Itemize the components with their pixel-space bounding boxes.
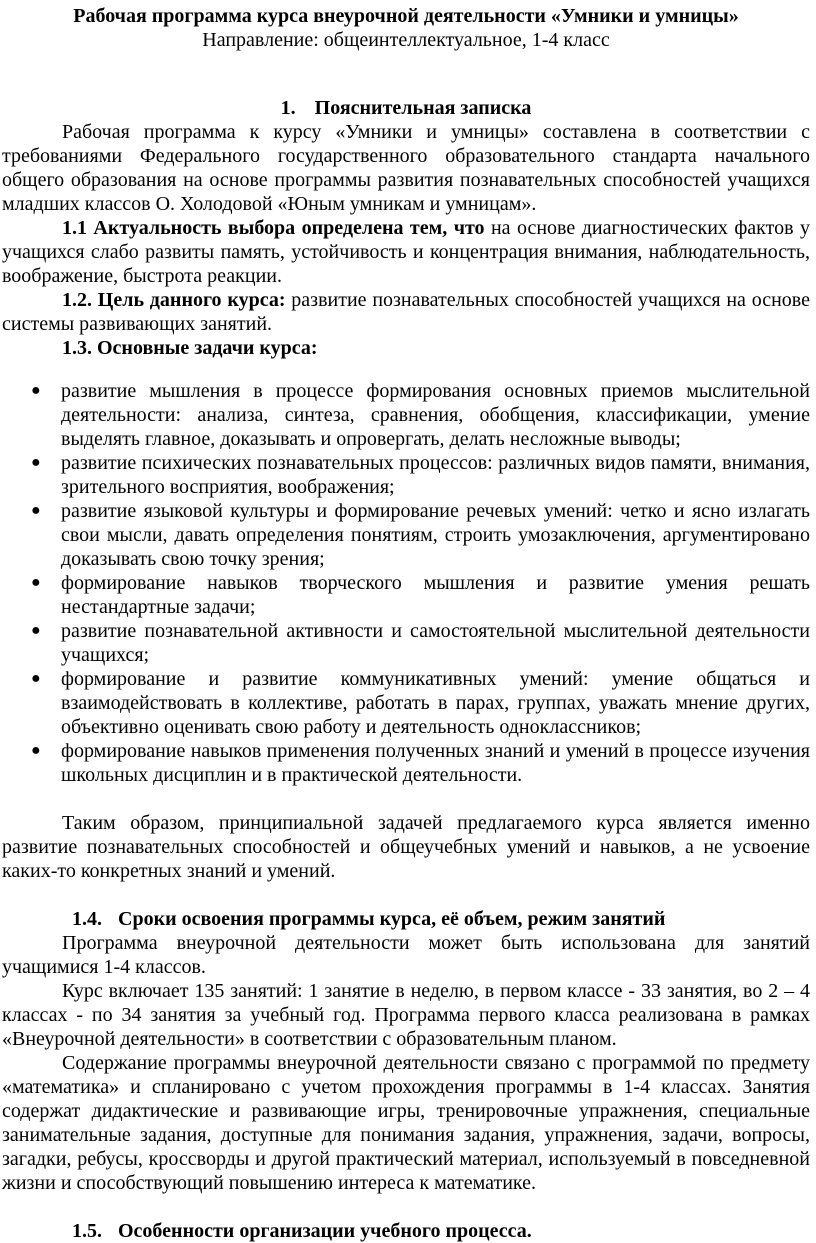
bullet-icon: ●: [31, 502, 41, 519]
list-item: [2, 379, 810, 451]
task-text: развитие познавательной активности и самостоятельной мыслительной деятельности учащихся;: [61, 620, 810, 666]
bullet-icon: ●: [31, 574, 41, 591]
section-1-number: 1.: [280, 97, 296, 119]
tasks-list: [2, 379, 810, 787]
list-item: [2, 619, 810, 667]
section-1-5-title: Особенности организации учебного процесса.: [118, 1220, 532, 1242]
bullet-icon: ●: [31, 382, 41, 399]
task-text: развитие языковой культуры и формирование речевых умений: четко и ясно излагать свои мысли, давать определения понятиям, строить умозаключения, аргументировано доказывать свою точку зрения;: [61, 500, 810, 570]
course-volume-paragraph: Курс включает 135 занятий: 1 занятие в неделю, в первом классе - 33 занятия, во 2 – 4 классах - по 34 занятия за учебный год. Программа первого класса реализована в рамках «Внеурочной деятельности» в соответствии с образовательным планом.: [2, 980, 810, 1050]
task-text: формирование навыков применения полученных знаний и умений в процессе изучения школьных дисциплин и в практической деятельности.: [61, 740, 810, 786]
section-1-5-heading: [2, 1219, 810, 1243]
section-1-heading: [2, 96, 810, 120]
bullet-icon: ●: [31, 622, 41, 639]
task-text: развитие мышления в процессе формирования основных приемов мыслительной деятельности: анализа, синтеза, сравнения, обобщения, классификации, умение выделять главное, доказывать и опровергать, делать несложные выводы;: [61, 380, 810, 450]
bullet-icon: ●: [31, 670, 41, 687]
list-item: [2, 451, 810, 499]
conclusion-paragraph: Таким образом, принципиальной задачей предлагаемого курса является именно развитие познавательных способностей и общеучебных умений и навыков, а не усвоение каких-то конкретных знаний и умений.: [2, 812, 810, 882]
spacer: [2, 1195, 810, 1219]
program-usage-paragraph: Программа внеурочной деятельности может быть использована для занятий учащимися 1-4 классов.: [2, 932, 810, 978]
relevance-text: на основе диагностических фактов у учащихся слабо развиты память, устойчивость и концентрация внимания, наблюдательность, воображение, быстрота реакции.: [2, 217, 810, 287]
bullet-icon: ●: [31, 742, 41, 759]
task-text: формирование навыков творческого мышления и развитие умения решать нестандартные задачи;: [61, 572, 810, 618]
task-text: формирование и развитие коммуникативных умений: умение общаться и взаимодействовать в коллективе, работать в парах, группах, уважать мнение других, объективно оценивать свою работу и деятельность одноклассников;: [61, 668, 810, 738]
list-item: [2, 499, 810, 571]
goal-label: 1.2. Цель данного курса:: [62, 289, 286, 311]
goal-paragraph: [2, 288, 810, 336]
document-subtitle: Направление: общеинтеллектуальное, 1-4 класс: [202, 29, 610, 51]
bullet-icon: ●: [31, 454, 41, 471]
section-1-title: Пояснительная записка: [314, 97, 532, 119]
tasks-heading: 1.3. Основные задачи курса:: [62, 337, 318, 359]
list-item: [2, 739, 810, 787]
intro-paragraph: Рабочая программа к курсу «Умники и умницы» составлена в соответствии с требованиями Федерального государственного образовательного стандарта начального общего образования на основе программы развития познавательных способностей учащихся младших классов О. Холодовой «Юным умникам и умницам».: [2, 121, 810, 215]
relevance-paragraph: [2, 216, 810, 288]
relevance-label: 1.1 Актуальность выбора определена тем, что: [62, 217, 485, 239]
list-item: [2, 667, 810, 739]
course-content-paragraph: Содержание программы внеурочной деятельности связано с программой по предмету «математика» и спланировано с учетом прохождения программы в 1-4 классах. Занятия содержат дидактические и развивающие игры, тренировочные упражнения, специальные занимательные задания, доступные для понимания задания, упражнения, задачи, вопросы, загадки, ребусы, кроссворды и другой практический материал, используемый в повседневной жизни и способствующий повышению интереса к математике.: [2, 1052, 810, 1194]
document-title: Рабочая программа курса внеурочной деятельности «Умники и умницы»: [73, 5, 739, 27]
goal-text: развитие познавательных способностей учащихся на основе системы развивающих занятий.: [2, 289, 810, 335]
section-1-4-heading: [2, 907, 810, 931]
spacer: [2, 883, 810, 907]
section-1-5-number: 1.5.: [72, 1220, 102, 1242]
task-text: развитие психических познавательных процессов: различных видов памяти, внимания, зрительного восприятия, воображения;: [61, 452, 810, 498]
section-1-4-number: 1.4.: [72, 908, 102, 930]
section-1-4-title: Сроки освоения программы курса, её объем, режим занятий: [118, 908, 666, 930]
list-item: [2, 571, 810, 619]
spacer: [2, 787, 810, 811]
